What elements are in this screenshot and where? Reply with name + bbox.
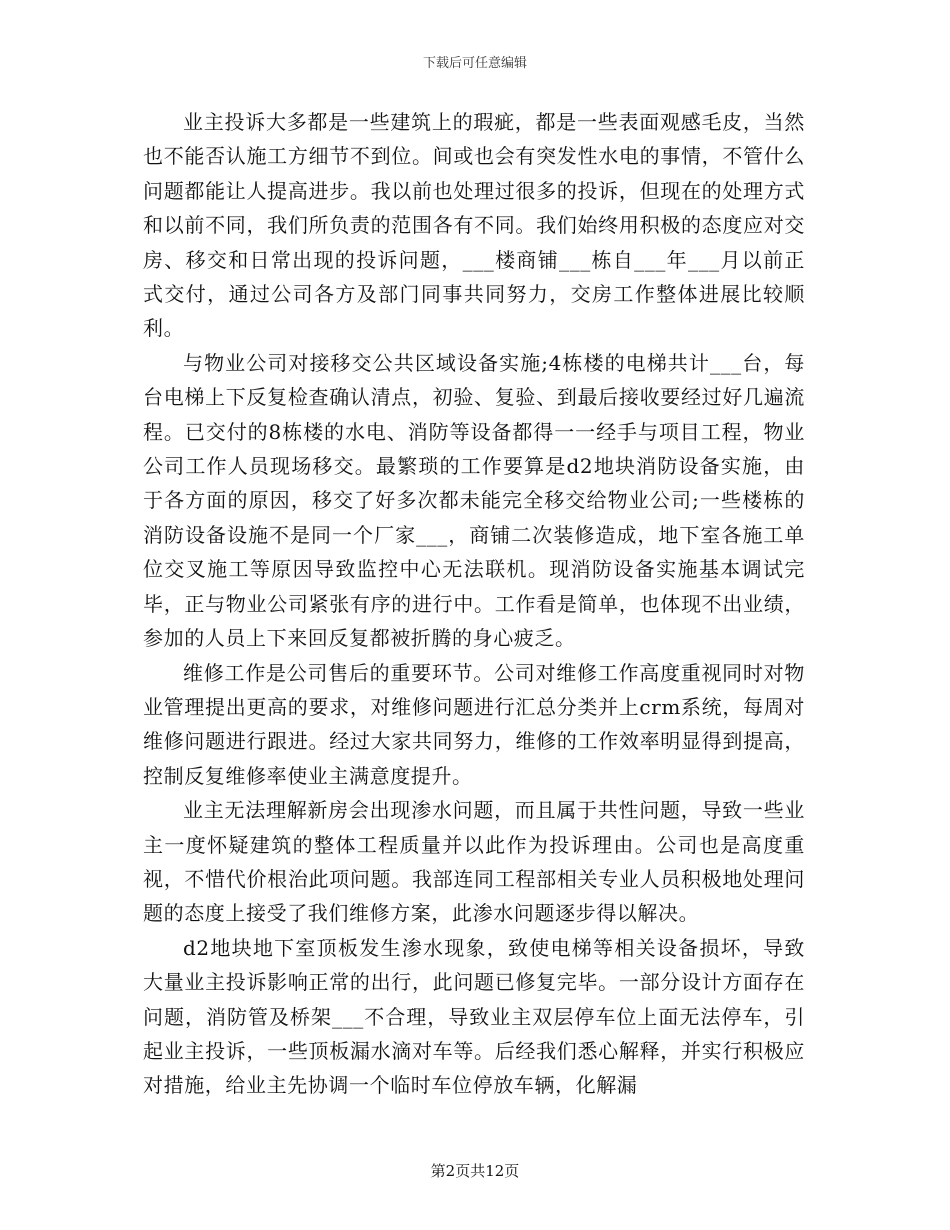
document-body — [143, 105, 805, 1103]
paragraph-basement: d2地块地下室顶板发生渗水现象，致使电梯等相关设备损坏，导致大量业主投诉影响正常的出行，此问题已修复完毕。一部分设计方面存在问题，消防管及桥架___不合理，导致业主双层停车位上面无法停车，引起业主投诉，一些顶板漏水滴对车等。后经我们悉心解释，并实行积极应对措施，给业主先协调一个临时车位停放车辆，化解漏 — [143, 935, 805, 1098]
paragraph-maintenance: 维修工作是公司售后的重要环节。公司对维修工作高度重视同时对物业管理提出更高的要求，对维修问题进行汇总分类并上crm系统，每周对维修问题进行跟进。经过大家共同努力，维修的工作效率明显得到提高，控制反复维修率使业主满意度提升。 — [143, 660, 805, 788]
paragraph-complaints: 业主投诉大多都是一些建筑上的瑕疵，都是一些表面观感毛皮，当然也不能否认施工方细节不到位。间或也会有突发性水电的事情，不管什么问题都能让人提高进步。我以前也处理过很多的投诉，但现在的处理方式和以前不同，我们所负责的范围各有不同。我们始终用积极的态度应对交房、移交和日常出现的投诉问题，___楼商铺___栋自___年___月以前正式交付，通过公司各方及部门同事共同努力，交房工作整体进展比较顺利。 — [143, 110, 805, 341]
paragraph-leakage: 业主无法理解新房会出现渗水问题，而且属于共性问题，导致一些业主一度怀疑建筑的整体工程质量并以此作为投诉理由。公司也是高度重视，不惜代价根治此项问题。我部连同工程部相关专业人员积极地处理问题的态度上接受了我们维修方案，此渗水问题逐步得以解决。 — [143, 798, 805, 926]
page-number: 第2页共12页 — [430, 1162, 520, 1180]
page-header: 下载后可任意编辑 — [422, 56, 527, 71]
paragraph-handover: 与物业公司对接移交公共区域设备实施;4栋楼的电梯共计___台，每台电梯上下反复检查确认清点，初验、复验、到最后接收要经过好几遍流程。已交付的8栋楼的水电、消防等设备都得一一经手与项目工程，物业公司工作人员现场移交。最繁琐的工作要算是d2地块消防设备实施，由于各方面的原因，移交了好多次都未能完全移交给物业公司;一些楼栋的消防设备设施不是同一个厂家___，商铺二次装修造成，地下室各施工单位交叉施工等原因导致监控中心无法联机。现消防设备实施基本调试完毕，正与物业公司紧张有序的进行中。工作看是简单，也体现不出业绩，参加的人员上下来回反复都被折腾的身心疲乏。 — [143, 350, 805, 651]
